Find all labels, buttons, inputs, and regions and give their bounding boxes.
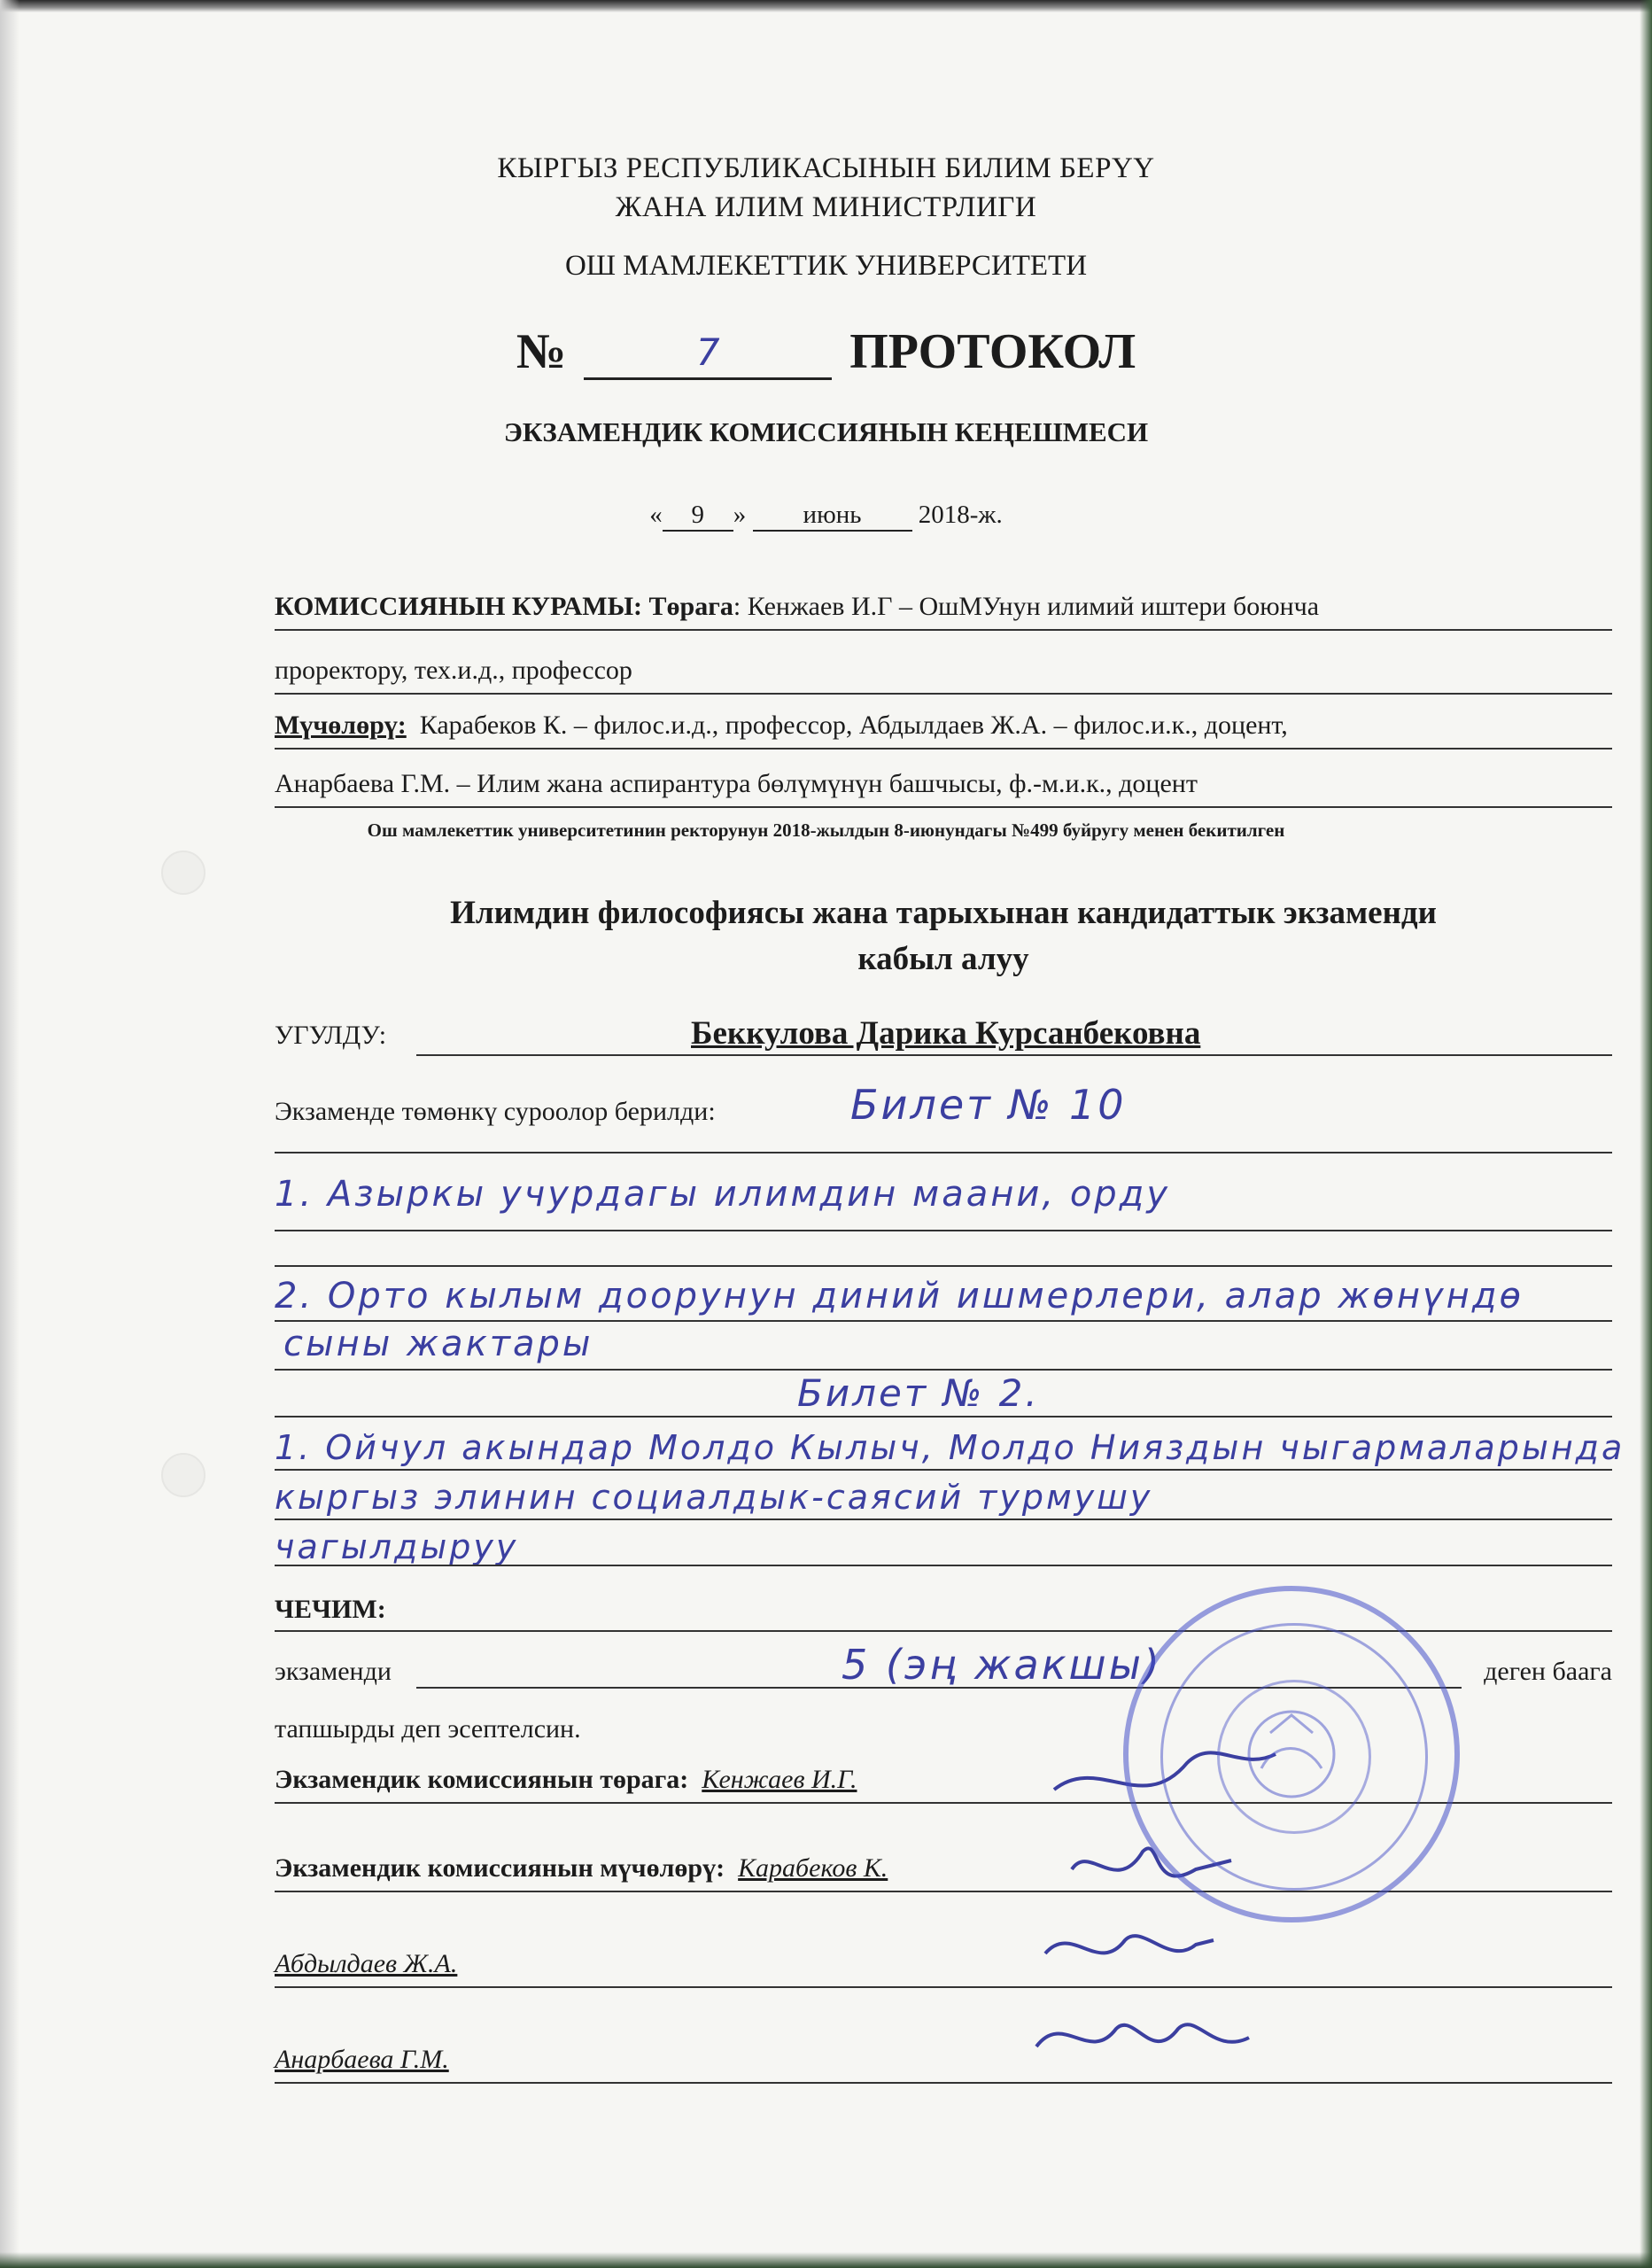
question-rule xyxy=(275,1369,1612,1371)
date-quote-close: » xyxy=(733,501,747,529)
members-label: Мүчөлөрү: xyxy=(275,711,407,740)
scan-edge-top xyxy=(0,0,1652,12)
member-3-signature xyxy=(1036,2024,1249,2047)
protocol-number-field xyxy=(584,328,832,380)
order-note: Ош мамлекеттик университетинин ректорунун 2018-жылдын 8-июнундагы №499 буйругу менен бекитилген xyxy=(367,819,1285,841)
question-2-1-cont: кыргыз элинин социалдык-саясий турмушу xyxy=(275,1478,1153,1517)
question-rule xyxy=(275,1416,1612,1418)
question-rule xyxy=(275,1518,1612,1520)
council-title: ЭКЗАМЕНДИК КОМИССИЯНЫН КЕҢЕШМЕСИ xyxy=(503,416,1149,447)
member-2-signature xyxy=(1045,1936,1214,1953)
question-rule xyxy=(275,1265,1612,1267)
student-name: Беккулова Дарика Курсанбековна xyxy=(691,1015,1201,1052)
question-1-2-cont: сыны жактары xyxy=(283,1324,593,1364)
question-rule xyxy=(275,1230,1612,1231)
member-2-name: Абдылдаев Ж.А. xyxy=(275,1949,458,1978)
student-rule xyxy=(416,1054,1612,1056)
grade-value: 5 (эң жакшы) xyxy=(842,1641,1162,1689)
members-text-2: Анарбаева Г.М. – Илим жана аспирантура бөлүмүнүн башчысы, ф.-м.и.к., доцент xyxy=(275,769,1198,798)
student-label: УГУЛДУ: xyxy=(275,1021,387,1050)
official-stamp xyxy=(1123,1586,1460,1922)
university-name: ОШ МАМЛЕКЕТТИК УНИВЕРСИТЕТИ xyxy=(564,250,1088,282)
commission-line-2 xyxy=(275,656,1612,695)
question-2-1-end: чагылдыруу xyxy=(275,1527,519,1566)
punch-hole xyxy=(161,1453,206,1497)
subject-line-2: кабыл алуу xyxy=(857,941,1029,977)
chair-sign-name: Кенжаев И.Г. xyxy=(702,1765,857,1794)
chair-text-1: : Кенжаев И.Г – ОшМУнун илимий иштери боюнча xyxy=(733,592,1320,621)
date-quote-open: « xyxy=(649,501,663,529)
grade-suffix: деген баага xyxy=(1484,1657,1612,1686)
ministry-line-2: ЖАНА ИЛИМ МИНИСТРЛИГИ xyxy=(615,191,1037,223)
question-1-1: 1. Азыркы учурдагы илимдин маани, орду xyxy=(275,1174,1171,1215)
scan-edge-bottom xyxy=(0,2252,1652,2268)
question-2-1: 1. Ойчул акындар Молдо Кылыч, Молдо Нияздын чыгармаларында xyxy=(275,1428,1625,1467)
question-rule xyxy=(275,1152,1612,1153)
student-row xyxy=(275,1012,1612,1056)
members-text-1: Карабеков К. – филос.и.д., профессор, Абдылдаев Ж.А. – филос.и.к., доцент, xyxy=(419,711,1288,740)
ministry-header xyxy=(0,149,1652,227)
members-line-1 xyxy=(275,711,1612,750)
question-rule xyxy=(275,1565,1612,1566)
ministry-line-1: КЫРГЫЗ РЕСПУБЛИКАСЫНЫН БИЛИМ БЕРҮҮ xyxy=(497,152,1155,184)
question-rule xyxy=(275,1320,1612,1322)
stamp-emblem-art xyxy=(1128,1591,1465,1928)
questions-label: Экзаменде төмөнкү суроолор берилди: xyxy=(275,1097,716,1126)
question-1-2: 2. Орто кылым доорунун диний ишмерлери, алар жөнүндө xyxy=(275,1276,1524,1317)
members-line-2 xyxy=(275,769,1612,808)
number-sign: № xyxy=(516,324,567,379)
chair-sign-label: Экзамендик комиссиянын төрага: xyxy=(275,1765,689,1794)
chair-text-2: проректору, тех.и.д., профессор xyxy=(275,656,632,685)
subject-line-1: Илимдин философиясы жана тарыхынан кандидаттык экзаменди xyxy=(450,895,1437,931)
date-year: 2018-ж. xyxy=(918,501,1003,529)
chair-label: Төрага xyxy=(648,592,733,621)
date-day: 9 xyxy=(663,501,733,532)
punch-hole xyxy=(161,850,206,895)
protocol-date xyxy=(0,501,1652,532)
member-1-name: Карабеков К. xyxy=(738,1853,888,1883)
decision-label: ЧЕЧИМ: xyxy=(275,1595,386,1624)
member-3-row xyxy=(275,2045,1612,2084)
passed-text: тапшырды деп эсептелсин. xyxy=(275,1714,581,1744)
protocol-heading xyxy=(0,323,1652,380)
date-month: июнь xyxy=(753,501,912,532)
members-sign-label: Экзамендик комиссиянын мүчөлөрү: xyxy=(275,1853,725,1883)
protocol-title: ПРОТОКОЛ xyxy=(849,324,1136,379)
commission-line-1 xyxy=(275,592,1612,631)
commission-label: КОМИССИЯНЫН КУРАМЫ: xyxy=(275,592,643,621)
member-3-name: Анарбаева Г.М. xyxy=(275,2045,449,2074)
ticket-heading-2: Билет № 2. xyxy=(797,1371,1040,1415)
member-2-row xyxy=(275,1949,1612,1988)
exam-prefix: экзаменди xyxy=(275,1657,392,1686)
exam-subject xyxy=(275,890,1612,983)
ticket-heading-1: Билет № 10 xyxy=(850,1081,1127,1129)
question-rule xyxy=(275,1469,1612,1471)
protocol-number: 7 xyxy=(695,330,720,374)
